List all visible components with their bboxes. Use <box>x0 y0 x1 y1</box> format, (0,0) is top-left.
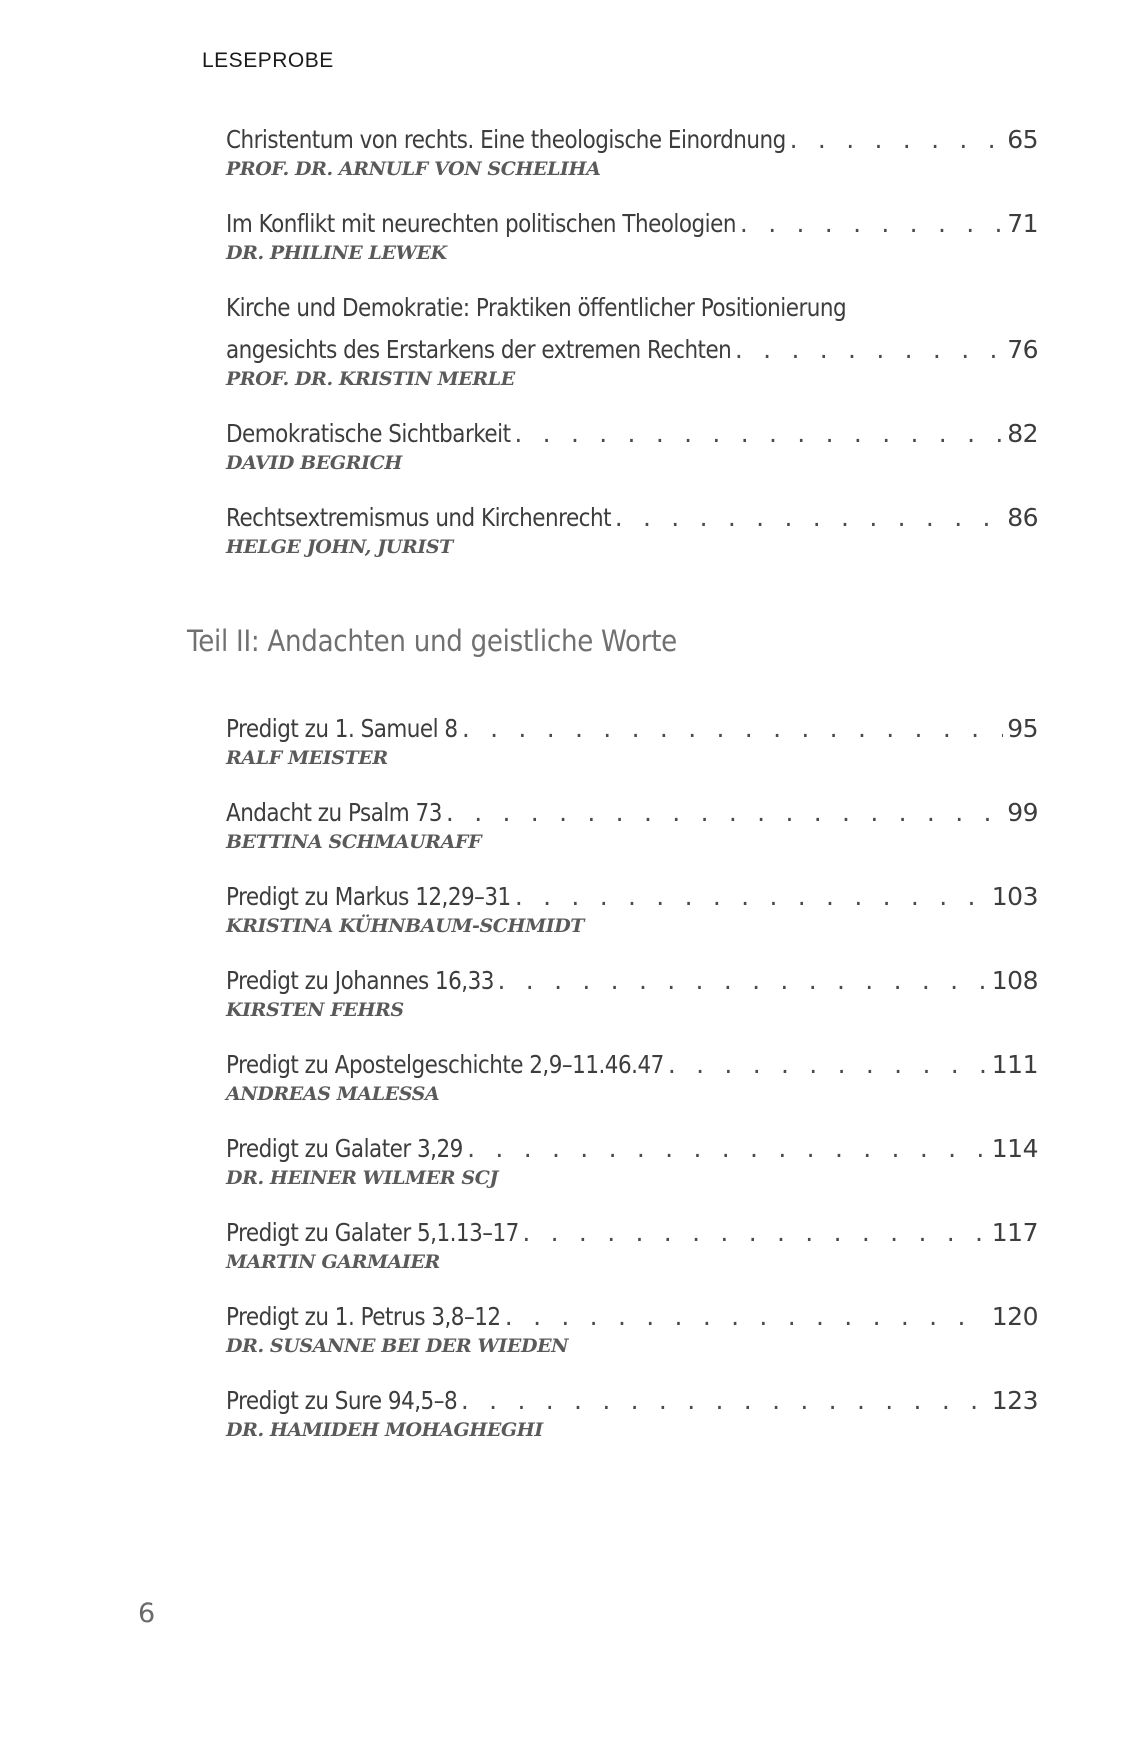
leader-dots <box>790 124 1004 156</box>
toc-entry-line <box>226 713 1038 745</box>
toc-entry-page: 99 <box>1007 798 1038 827</box>
toc-entry-line <box>226 208 1038 240</box>
toc-entry-line <box>226 1049 1038 1081</box>
toc-entry-line <box>226 965 1038 997</box>
leader-dots <box>515 881 988 913</box>
toc-entry-author: HELGE JOHN, JURIST <box>226 536 453 558</box>
toc-entry[interactable] <box>226 1385 1038 1443</box>
toc-entry-title: Predigt zu Galater 5,1.13–17 <box>226 1218 519 1247</box>
toc-entry-page: 76 <box>1007 335 1038 364</box>
toc-entry-line <box>226 334 1038 366</box>
page-number: 6 <box>138 1598 156 1629</box>
leader-dots <box>462 713 1003 745</box>
toc-entry-line <box>226 418 1038 450</box>
toc-entry-title: Predigt zu 1. Samuel 8 <box>226 714 458 743</box>
toc-entry-page: 103 <box>991 882 1038 911</box>
toc-entry-author: ANDREAS MALESSA <box>226 1083 440 1105</box>
toc-entry[interactable] <box>226 965 1038 1023</box>
leader-dots <box>446 797 1003 829</box>
toc-entry[interactable] <box>226 208 1038 266</box>
toc-entry-title: angesichts des Erstarkens der extremen Rechten <box>226 335 732 364</box>
toc-entry-title: Andacht zu Psalm 73 <box>226 798 442 827</box>
running-head: LESEPROBE <box>202 49 334 72</box>
toc-entry-title-line1: Kirche und Demokratie: Praktiken öffentlicher Positionierung <box>226 293 847 322</box>
toc-entry-page: 120 <box>991 1302 1038 1331</box>
toc-entry-page: 123 <box>991 1386 1038 1415</box>
toc-entry-author: DR. HEINER WILMER SCJ <box>226 1167 499 1189</box>
toc-entry[interactable] <box>226 418 1038 476</box>
toc-entry-title: Predigt zu Markus 12,29–31 <box>226 882 511 911</box>
toc-entry[interactable] <box>226 797 1038 855</box>
leader-dots <box>461 1385 988 1417</box>
toc-entry[interactable] <box>226 124 1038 182</box>
toc-entry-title: Rechtsextremismus und Kirchenrecht <box>226 503 612 532</box>
toc-entry[interactable] <box>226 292 1038 392</box>
toc-entry-author: PROF. DR. ARNULF VON SCHELIHA <box>226 158 601 180</box>
toc-entry-title: Predigt zu Sure 94,5–8 <box>226 1386 458 1415</box>
toc-entry-line-first <box>226 292 1038 324</box>
toc-entry-author: DAVID BEGRICH <box>226 452 402 474</box>
toc-entry-author: PROF. DR. KRISTIN MERLE <box>226 368 515 390</box>
leader-dots <box>735 334 1003 366</box>
section-title: Teil II: Andachten und geistliche Worte <box>187 624 677 658</box>
toc-entry-page: 108 <box>991 966 1038 995</box>
leader-dots <box>505 1301 988 1333</box>
toc-entry-page: 82 <box>1007 419 1038 448</box>
toc-entry-page: 95 <box>1007 714 1038 743</box>
toc-entry-line <box>226 502 1038 534</box>
toc-entry-page: 111 <box>991 1050 1038 1079</box>
leader-dots <box>467 1133 988 1165</box>
toc-entry-author: RALF MEISTER <box>226 747 388 769</box>
toc-entry-line <box>226 1133 1038 1165</box>
toc-entry-title: Im Konflikt mit neurechten politischen Theologien <box>226 209 736 238</box>
toc-entry-page: 71 <box>1007 209 1038 238</box>
toc-entry-author: MARTIN GARMAIER <box>226 1251 440 1273</box>
toc-entry[interactable] <box>226 713 1038 771</box>
toc-entry-title: Demokratische Sichtbarkeit <box>226 419 511 448</box>
toc-entry[interactable] <box>226 502 1038 560</box>
leader-dots <box>497 965 987 997</box>
toc-entry-line <box>226 797 1038 829</box>
toc-entry-line <box>226 1217 1038 1249</box>
toc-entry-author: KIRSTEN FEHRS <box>226 999 404 1021</box>
toc-entry-title: Predigt zu Galater 3,29 <box>226 1134 463 1163</box>
toc-entry-line <box>226 881 1038 913</box>
toc-entry-page: 117 <box>991 1218 1038 1247</box>
toc-entry-author: BETTINA SCHMAURAFF <box>226 831 482 853</box>
toc-entry-author: DR. PHILINE LEWEK <box>226 242 447 264</box>
leader-dots <box>514 418 1003 450</box>
toc-entry[interactable] <box>226 881 1038 939</box>
leader-dots <box>615 502 1003 534</box>
leader-dots <box>668 1049 988 1081</box>
toc-entry-title: Christentum von rechts. Eine theologische Einordnung <box>226 125 786 154</box>
toc-entry-page: 86 <box>1007 503 1038 532</box>
toc-entry-title: Predigt zu Johannes 16,33 <box>226 966 494 995</box>
toc-entry-title: Predigt zu 1. Petrus 3,8–12 <box>226 1302 501 1331</box>
toc-entry-title: Predigt zu Apostelgeschichte 2,9–11.46.47 <box>226 1050 664 1079</box>
toc-entry-author: DR. HAMIDEH MOHAGHEGHI <box>226 1419 543 1441</box>
leader-dots <box>740 208 1003 240</box>
toc-entry-author: DR. SUSANNE BEI DER WIEDEN <box>226 1335 569 1357</box>
toc-entry-line <box>226 1385 1038 1417</box>
leader-dots <box>522 1217 987 1249</box>
toc-entry-author: KRISTINA KÜHNBAUM-SCHMIDT <box>226 915 585 937</box>
toc-entry-page: 65 <box>1007 125 1038 154</box>
toc-entry-line <box>226 1301 1038 1333</box>
toc-entry[interactable] <box>226 1049 1038 1107</box>
toc-entry[interactable] <box>226 1301 1038 1359</box>
toc-entry[interactable] <box>226 1217 1038 1275</box>
toc-entry-line <box>226 124 1038 156</box>
toc-entry-page: 114 <box>991 1134 1038 1163</box>
toc-entry[interactable] <box>226 1133 1038 1191</box>
